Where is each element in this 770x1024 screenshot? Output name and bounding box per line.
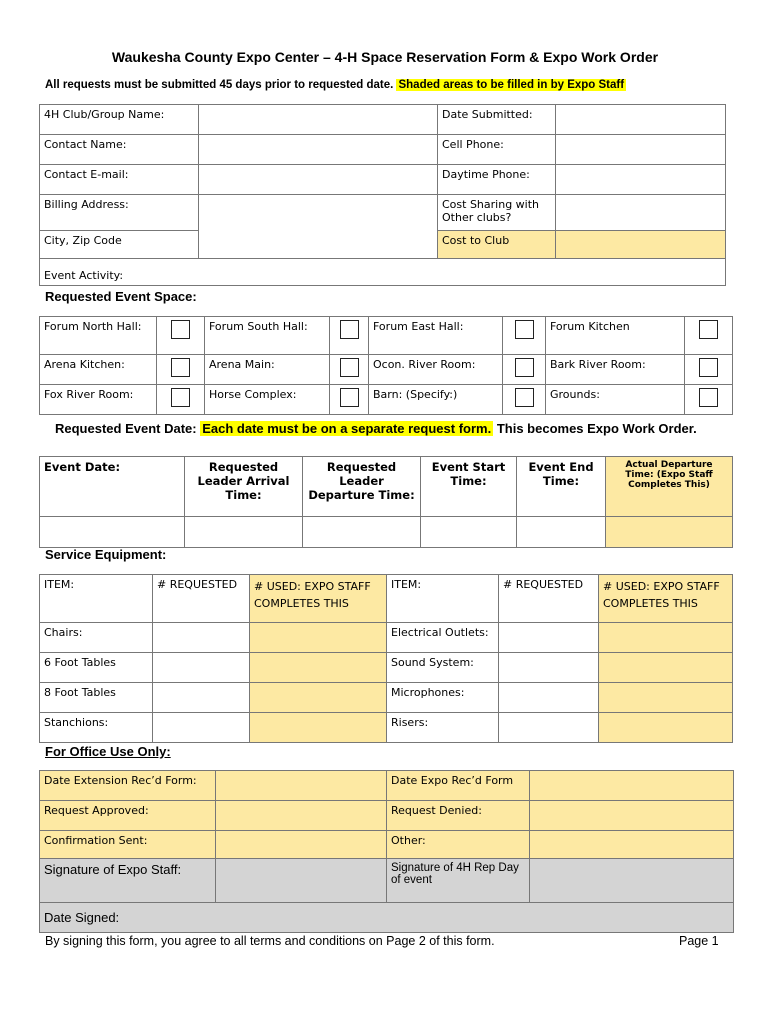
col-start-time: Event Start Time: [421, 457, 517, 517]
col-actual-departure: Actual Departure Time: (Expo Staff Completes This) [606, 457, 733, 517]
other-field[interactable] [530, 831, 734, 859]
space-horse-complex: Horse Complex: [205, 385, 330, 415]
event-space-heading: Requested Event Space: [45, 289, 197, 304]
item-risers: Risers: [387, 713, 499, 743]
form-title: Waukesha County Expo Center – 4-H Space Reservation Form & Expo Work Order [111, 49, 659, 65]
club-name-field[interactable] [199, 105, 438, 135]
date-expo-recd-label: Date Expo Rec’d Form [387, 771, 530, 801]
event-date-heading-b: This becomes Expo Work Order. [496, 421, 697, 436]
col-requested-left: # REQUESTED [153, 575, 250, 623]
arena-kitchen-checkbox[interactable] [171, 358, 190, 377]
space-arena-kitchen: Arena Kitchen: [40, 355, 157, 385]
8ft-tables-used-field[interactable] [250, 683, 387, 713]
event-date-heading-highlight: Each date must be on a separate request form. [202, 421, 492, 436]
6ft-tables-requested-field[interactable] [153, 653, 250, 683]
electrical-requested-field[interactable] [499, 623, 599, 653]
start-time-field[interactable] [421, 517, 517, 548]
event-activity-label: Event Activity: [44, 269, 124, 282]
grounds-checkbox[interactable] [699, 388, 718, 407]
sound-system-used-field[interactable] [599, 653, 733, 683]
bark-river-checkbox[interactable] [699, 358, 718, 377]
forum-kitchen-checkbox[interactable] [699, 320, 718, 339]
date-extension-field[interactable] [216, 771, 387, 801]
billing-address-label: Billing Address: [40, 195, 199, 231]
col-item-right: ITEM: [387, 575, 499, 623]
end-time-field[interactable] [517, 517, 606, 548]
electrical-used-field[interactable] [599, 623, 733, 653]
sound-system-requested-field[interactable] [499, 653, 599, 683]
risers-used-field[interactable] [599, 713, 733, 743]
notice-text: All requests must be submitted 45 days prior to requested date. [45, 79, 394, 91]
space-ocon-river: Ocon. River Room: [369, 355, 503, 385]
col-requested-right: # REQUESTED [499, 575, 599, 623]
actual-departure-field[interactable] [606, 517, 733, 548]
cost-sharing-label: Cost Sharing with Other clubs? [438, 195, 556, 231]
ocon-river-checkbox[interactable] [515, 358, 534, 377]
event-activity-field[interactable] [40, 259, 726, 286]
chairs-used-field[interactable] [250, 623, 387, 653]
departure-time-field[interactable] [303, 517, 421, 548]
item-electrical-outlets: Electrical Outlets: [387, 623, 499, 653]
col-used-left: # USED: EXPO STAFF COMPLETES THIS [250, 575, 387, 623]
microphones-requested-field[interactable] [499, 683, 599, 713]
request-denied-field[interactable] [530, 801, 734, 831]
signature-staff-field[interactable] [216, 859, 387, 903]
item-sound-system: Sound System: [387, 653, 499, 683]
arena-main-checkbox[interactable] [340, 358, 359, 377]
item-6-foot-tables: 6 Foot Tables [40, 653, 153, 683]
space-forum-south: Forum South Hall: [205, 317, 330, 355]
club-name-label: 4H Club/Group Name: [40, 105, 199, 135]
cost-to-club-field[interactable] [556, 231, 726, 259]
event-date-table [39, 456, 733, 548]
cost-to-club-label: Cost to Club [438, 231, 556, 259]
event-space-table [39, 316, 733, 415]
cell-phone-field[interactable] [556, 135, 726, 165]
space-forum-north: Forum North Hall: [40, 317, 157, 355]
col-used-right: # USED: EXPO STAFF COMPLETES THIS [599, 575, 733, 623]
date-signed-field[interactable] [40, 903, 734, 933]
signature-staff-label: Signature of Expo Staff: [40, 859, 216, 903]
event-date-field[interactable] [40, 517, 185, 548]
space-forum-east: Forum East Hall: [369, 317, 503, 355]
forum-south-checkbox[interactable] [340, 320, 359, 339]
contact-email-label: Contact E-mail: [40, 165, 199, 195]
cost-sharing-field[interactable] [556, 195, 726, 231]
chairs-requested-field[interactable] [153, 623, 250, 653]
6ft-tables-used-field[interactable] [250, 653, 387, 683]
request-approved-label: Request Approved: [40, 801, 216, 831]
contact-email-field[interactable] [199, 165, 438, 195]
arrival-time-field[interactable] [185, 517, 303, 548]
space-bark-river: Bark River Room: [546, 355, 685, 385]
col-end-time: Event End Time: [517, 457, 606, 517]
contact-name-label: Contact Name: [40, 135, 199, 165]
request-approved-field[interactable] [216, 801, 387, 831]
agreement-text: By signing this form, you agree to all terms and conditions on Page 2 of this form. [45, 934, 495, 948]
forum-east-checkbox[interactable] [515, 320, 534, 339]
date-extension-label: Date Extension Rec’d Form: [40, 771, 216, 801]
8ft-tables-requested-field[interactable] [153, 683, 250, 713]
date-signed-label: Date Signed: [44, 910, 120, 925]
daytime-phone-label: Daytime Phone: [438, 165, 556, 195]
space-barn: Barn: (Specify:) [369, 385, 503, 415]
col-event-date: Event Date: [40, 457, 185, 517]
date-submitted-label: Date Submitted: [438, 105, 556, 135]
barn-checkbox[interactable] [515, 388, 534, 407]
item-8-foot-tables: 8 Foot Tables [40, 683, 153, 713]
item-stanchions: Stanchions: [40, 713, 153, 743]
page-number: Page 1 [679, 934, 719, 948]
service-equipment-table [39, 574, 733, 743]
daytime-phone-field[interactable] [556, 165, 726, 195]
stanchions-requested-field[interactable] [153, 713, 250, 743]
event-date-heading-a: Requested Event Date: [55, 421, 197, 436]
stanchions-used-field[interactable] [250, 713, 387, 743]
date-submitted-field[interactable] [556, 105, 726, 135]
service-equipment-heading: Service Equipment: [45, 547, 167, 562]
signature-rep-field[interactable] [530, 859, 734, 903]
contact-name-field[interactable] [199, 135, 438, 165]
space-forum-kitchen: Forum Kitchen [546, 317, 685, 355]
event-date-heading [55, 420, 725, 437]
office-use-heading: For Office Use Only: [45, 744, 171, 759]
confirmation-sent-field[interactable] [216, 831, 387, 859]
col-arrival-time: Requested Leader Arrival Time: [185, 457, 303, 517]
contact-table [39, 104, 726, 286]
submission-notice [45, 79, 626, 91]
item-microphones: Microphones: [387, 683, 499, 713]
space-grounds: Grounds: [546, 385, 685, 415]
office-use-table [39, 770, 734, 933]
cell-phone-label: Cell Phone: [438, 135, 556, 165]
city-zip-label: City, Zip Code [40, 231, 199, 259]
fox-river-checkbox[interactable] [171, 388, 190, 407]
date-expo-recd-field[interactable] [530, 771, 734, 801]
other-label: Other: [387, 831, 530, 859]
microphones-used-field[interactable] [599, 683, 733, 713]
signature-rep-label: Signature of 4H Rep Day of event [387, 859, 530, 903]
space-fox-river: Fox River Room: [40, 385, 157, 415]
item-chairs: Chairs: [40, 623, 153, 653]
confirmation-sent-label: Confirmation Sent: [40, 831, 216, 859]
risers-requested-field[interactable] [499, 713, 599, 743]
forum-north-checkbox[interactable] [171, 320, 190, 339]
notice-highlight: Shaded areas to be filled in by Expo Staff [398, 79, 625, 91]
col-item-left: ITEM: [40, 575, 153, 623]
space-arena-main: Arena Main: [205, 355, 330, 385]
billing-address-field[interactable] [199, 195, 438, 259]
request-denied-label: Request Denied: [387, 801, 530, 831]
horse-complex-checkbox[interactable] [340, 388, 359, 407]
col-departure-time: Requested Leader Departure Time: [303, 457, 421, 517]
